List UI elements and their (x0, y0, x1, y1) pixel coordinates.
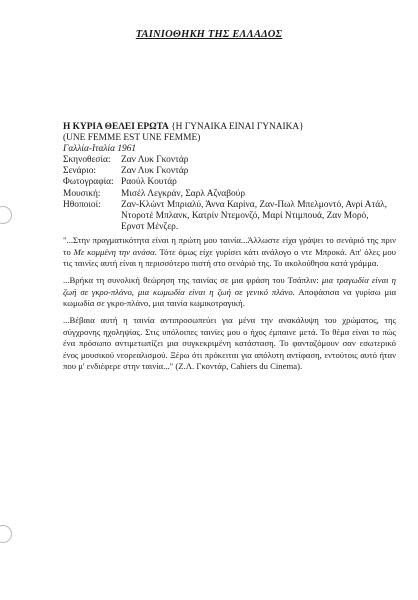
credit-value: Ραούλ Κουτάρ (121, 177, 177, 188)
page-title: ΤΑΙΝΙΟΘΗΚΗ ΤΗΣ ΕΛΛΑΔΟΣ (135, 29, 283, 40)
credit-row-direction (63, 155, 393, 166)
credit-value: Ζαν Λυκ Γκοντάρ (121, 166, 189, 177)
quote-text: ...Βρήκα τη συνολική θεώρηση της ταινίας σε μια φράση του Τσάπλιν: (63, 275, 322, 285)
quote-paragraph-2 (63, 275, 396, 310)
quote-chaplin-phrase: μια τραγωδία είναι η ζωή σε γκρο-πλάνο, μια κωμωδία είναι η ζωή σε γενικό πλάνο. (63, 275, 396, 297)
credit-role: Ηθοποιοί: (63, 199, 101, 210)
film-title (63, 122, 393, 133)
quote-text: ...Βέβαια αυτή η ταινία αντιπροσωπεύει για μένα την ανακάλυψη του χρώματος, της σύγχρονης ηχοληψίας. Στις υπόλοιπες ταινίες μου ο ήχος έμπαινε μετά. Το θέμα είναι το πώς ένα πρόσωπο αντιμετωπίζει μια συγκεκριμένη κατάσταση. Το φανταζόμουν σαν εσωτερικό ένος μουσικού νεορεαλισμού. Ξέρω ότι πρόκειται για απόλυτη αντίφαση, εντούτοις αυτό ήταν που μ' ενδιέφερε στην ταινία..." (Ζ.Λ. Γκοντάρ, Cahiers du Cinema). (63, 315, 396, 372)
quote-text: Αποφάσισα να γυρίσω μια κωμωδία σε γκρο-πλάνο, μια ταινία κωμικοτραγική. (63, 286, 396, 309)
film-origin: Γαλλία-Ιταλία 1961 (63, 144, 137, 154)
credit-value: Ζαν Λυκ Γκοντάρ (121, 155, 189, 165)
quote-paragraph-1 (63, 235, 396, 270)
quote-paragraph-3 (63, 315, 396, 373)
credit-role: Φωτογραφία: (63, 177, 114, 188)
credit-role: Σκηνοθεσία: (63, 155, 111, 165)
binder-hole-bottom (0, 525, 12, 543)
credit-role: Σενάριο: (63, 166, 97, 177)
credit-row-cinematography (63, 177, 393, 188)
quote-film-reference: Με κομμένη την ανάσα (73, 246, 155, 257)
quote-text: . Τότε όμως είχε γυρίσει κάτι ανάλογο ο ντε Μπροκά. Απ' όλες μου τις ταινίες αυτή είναι η περισσότερο πιστή στο σενάριό της. Το ακολούθησα κατά γράμμα. (63, 246, 396, 269)
credit-value: Ζαν-Κλώντ Μπριαλύ, Άννα Καρίνα, Ζαν-Πωλ Μπελμοντό, Ανρί Ατάλ, Ντορoτέ Μπλανκ, Κατρίν Ντεμονζό, Μαρί Ντιμπουά, Ζαν Μορό, Ερνστ Μένζερ. (121, 199, 388, 233)
binder-hole-top (0, 206, 12, 224)
credit-row-music (63, 189, 393, 200)
original-title: (UNE FEMME EST UNE FEMME) (63, 133, 201, 143)
credit-role: Μουσική: (63, 188, 101, 199)
film-title-alternate: {Η ΓΥΝΑΙΚΑ ΕΙΝΑΙ ΓΥΝΑΙΚΑ} (168, 122, 304, 132)
credit-row-cast (63, 200, 393, 234)
quote-text: "...Στην πραγματικότητα είναι η πρώτη μου ταινία...Άλλωστε είχα γράψει το σενάριό της πριν το (63, 235, 396, 257)
credit-value: Μισέλ Λεγκράν, Σαρλ Αζναβούρ (121, 188, 245, 199)
credit-row-screenplay (63, 166, 393, 177)
film-title-main: Η ΚΥΡΙΑ ΘΕΛΕΙ ΕΡΩΤΑ (63, 122, 169, 132)
credits-list (63, 155, 393, 233)
